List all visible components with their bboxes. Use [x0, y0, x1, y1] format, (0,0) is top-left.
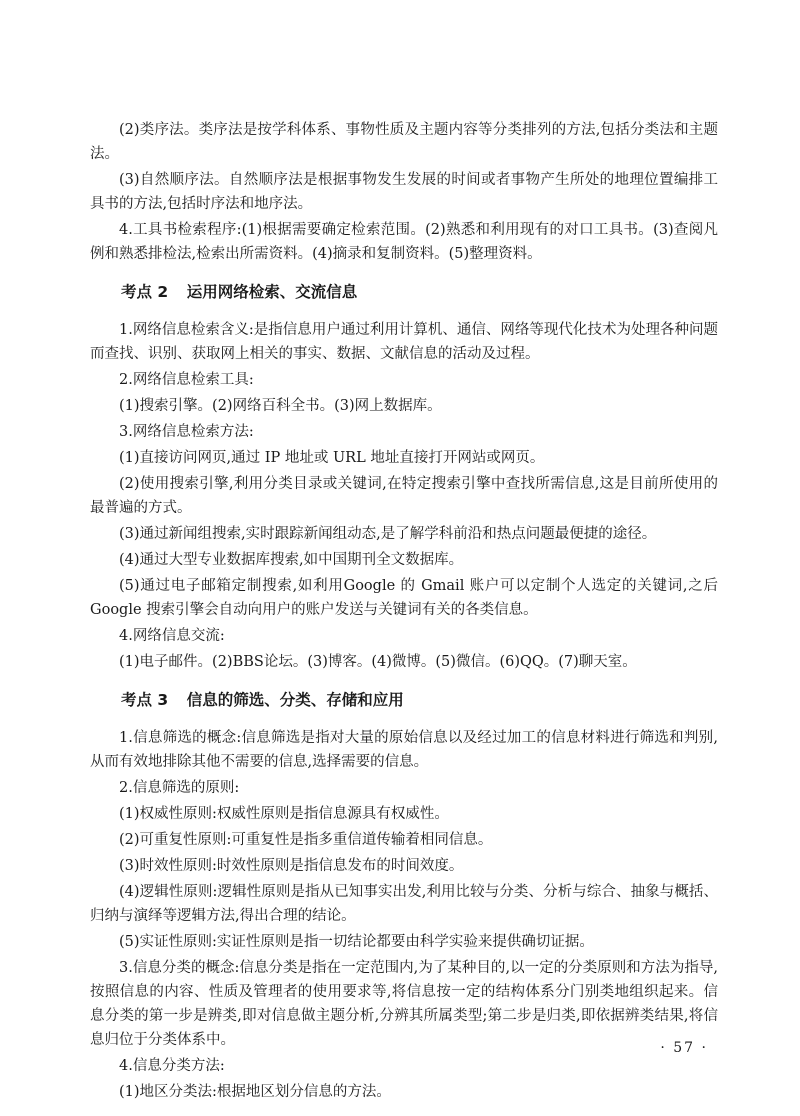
- paragraph: 3.信息分类的概念:信息分类是指在一定范围内,为了某种目的,以一定的分类原则和方法为指导,按照信息的内容、性质及管理者的使用要求等,将信息按一定的结构体系分门别类地组织起来。信息分类的第一步是辨类,即对信息做主题分析,分辨其所属类型;第二步是归类,即依据辨类结果,将信息归位于分类体系中。: [90, 960, 718, 1048]
- paragraph: (3)自然顺序法。自然顺序法是根据事物发生发展的时间或者事物产生所处的地理位置编排工具书的方法,包括时序法和地序法。: [90, 172, 718, 212]
- section-title: 运用网络检索、交流信息: [186, 283, 358, 301]
- paragraph: 4.网络信息交流:: [119, 628, 225, 644]
- paragraph: (5)实证性原则:实证性原则是指一切结论都要由科学实验来提供确切证据。: [119, 934, 594, 950]
- page-number: · 57 ·: [660, 1040, 708, 1056]
- paragraph: 3.网络信息检索方法:: [119, 424, 254, 440]
- section-heading: [90, 688, 718, 712]
- paragraph: (1)直接访问网页,通过 IP 地址或 URL 地址直接打开网站或网页。: [119, 450, 545, 466]
- paragraph: 4.工具书检索程序:(1)根据需要确定检索范围。(2)熟悉和利用现有的对口工具书。(3)查阅凡例和熟悉排检法,检索出所需资料。(4)摘录和复制资料。(5)整理资料。: [90, 222, 718, 262]
- paragraph: (5)通过电子邮箱定制搜索,如利用Google 的 Gmail 账户可以定制个人选定的关键词,之后 Google 搜索引擎会自动向用户的账户发送与关键词有关的各类信息。: [90, 578, 718, 618]
- section-number: 考点 3: [121, 691, 169, 709]
- document-page: [90, 118, 718, 1106]
- paragraph: 1.网络信息检索含义:是指信息用户通过利用计算机、通信、网络等现代化技术为处理各种问题而查找、识别、获取网上相关的事实、数据、文献信息的活动及过程。: [90, 322, 718, 362]
- section-heading: [90, 280, 718, 304]
- paragraph: (2)可重复性原则:可重复性是指多重信道传输着相同信息。: [119, 832, 493, 848]
- paragraph: (1)电子邮件。(2)BBS论坛。(3)博客。(4)微博。(5)微信。(6)QQ。(7)聊天室。: [119, 654, 637, 670]
- paragraph: (3)时效性原则:时效性原则是指信息发布的时间效度。: [119, 858, 464, 874]
- section-number: 考点 2: [121, 283, 169, 301]
- paragraph: (2)使用搜索引擎,利用分类目录或关键词,在特定搜索引擎中查找所需信息,这是目前所使用的最普遍的方式。: [90, 476, 718, 516]
- paragraph: (3)通过新闻组搜索,实时跟踪新闻组动态,是了解学科前沿和热点问题最便捷的途径。: [119, 526, 657, 542]
- paragraph: 2.信息筛选的原则:: [119, 780, 240, 796]
- paragraph: (1)权威性原则:权威性原则是指信息源具有权威性。: [119, 806, 449, 822]
- paragraph: (1)地区分类法:根据地区划分信息的方法。: [119, 1084, 391, 1100]
- paragraph: 4.信息分类方法:: [119, 1058, 225, 1074]
- paragraph: (1)搜索引擎。(2)网络百科全书。(3)网上数据库。: [119, 398, 442, 414]
- paragraph: (2)类序法。类序法是按学科体系、事物性质及主题内容等分类排列的方法,包括分类法和主题法。: [90, 122, 718, 162]
- paragraph: (4)通过大型专业数据库搜索,如中国期刊全文数据库。: [119, 552, 464, 568]
- paragraph: 2.网络信息检索工具:: [119, 372, 254, 388]
- paragraph: (4)逻辑性原则:逻辑性原则是指从已知事实出发,利用比较与分类、分析与综合、抽象与概括、归纳与演绎等逻辑方法,得出合理的结论。: [90, 884, 718, 924]
- section-title: 信息的筛选、分类、存储和应用: [186, 691, 404, 709]
- paragraph: 1.信息筛选的概念:信息筛选是指对大量的原始信息以及经过加工的信息材料进行筛选和判别,从而有效地排除其他不需要的信息,选择需要的信息。: [90, 730, 718, 770]
